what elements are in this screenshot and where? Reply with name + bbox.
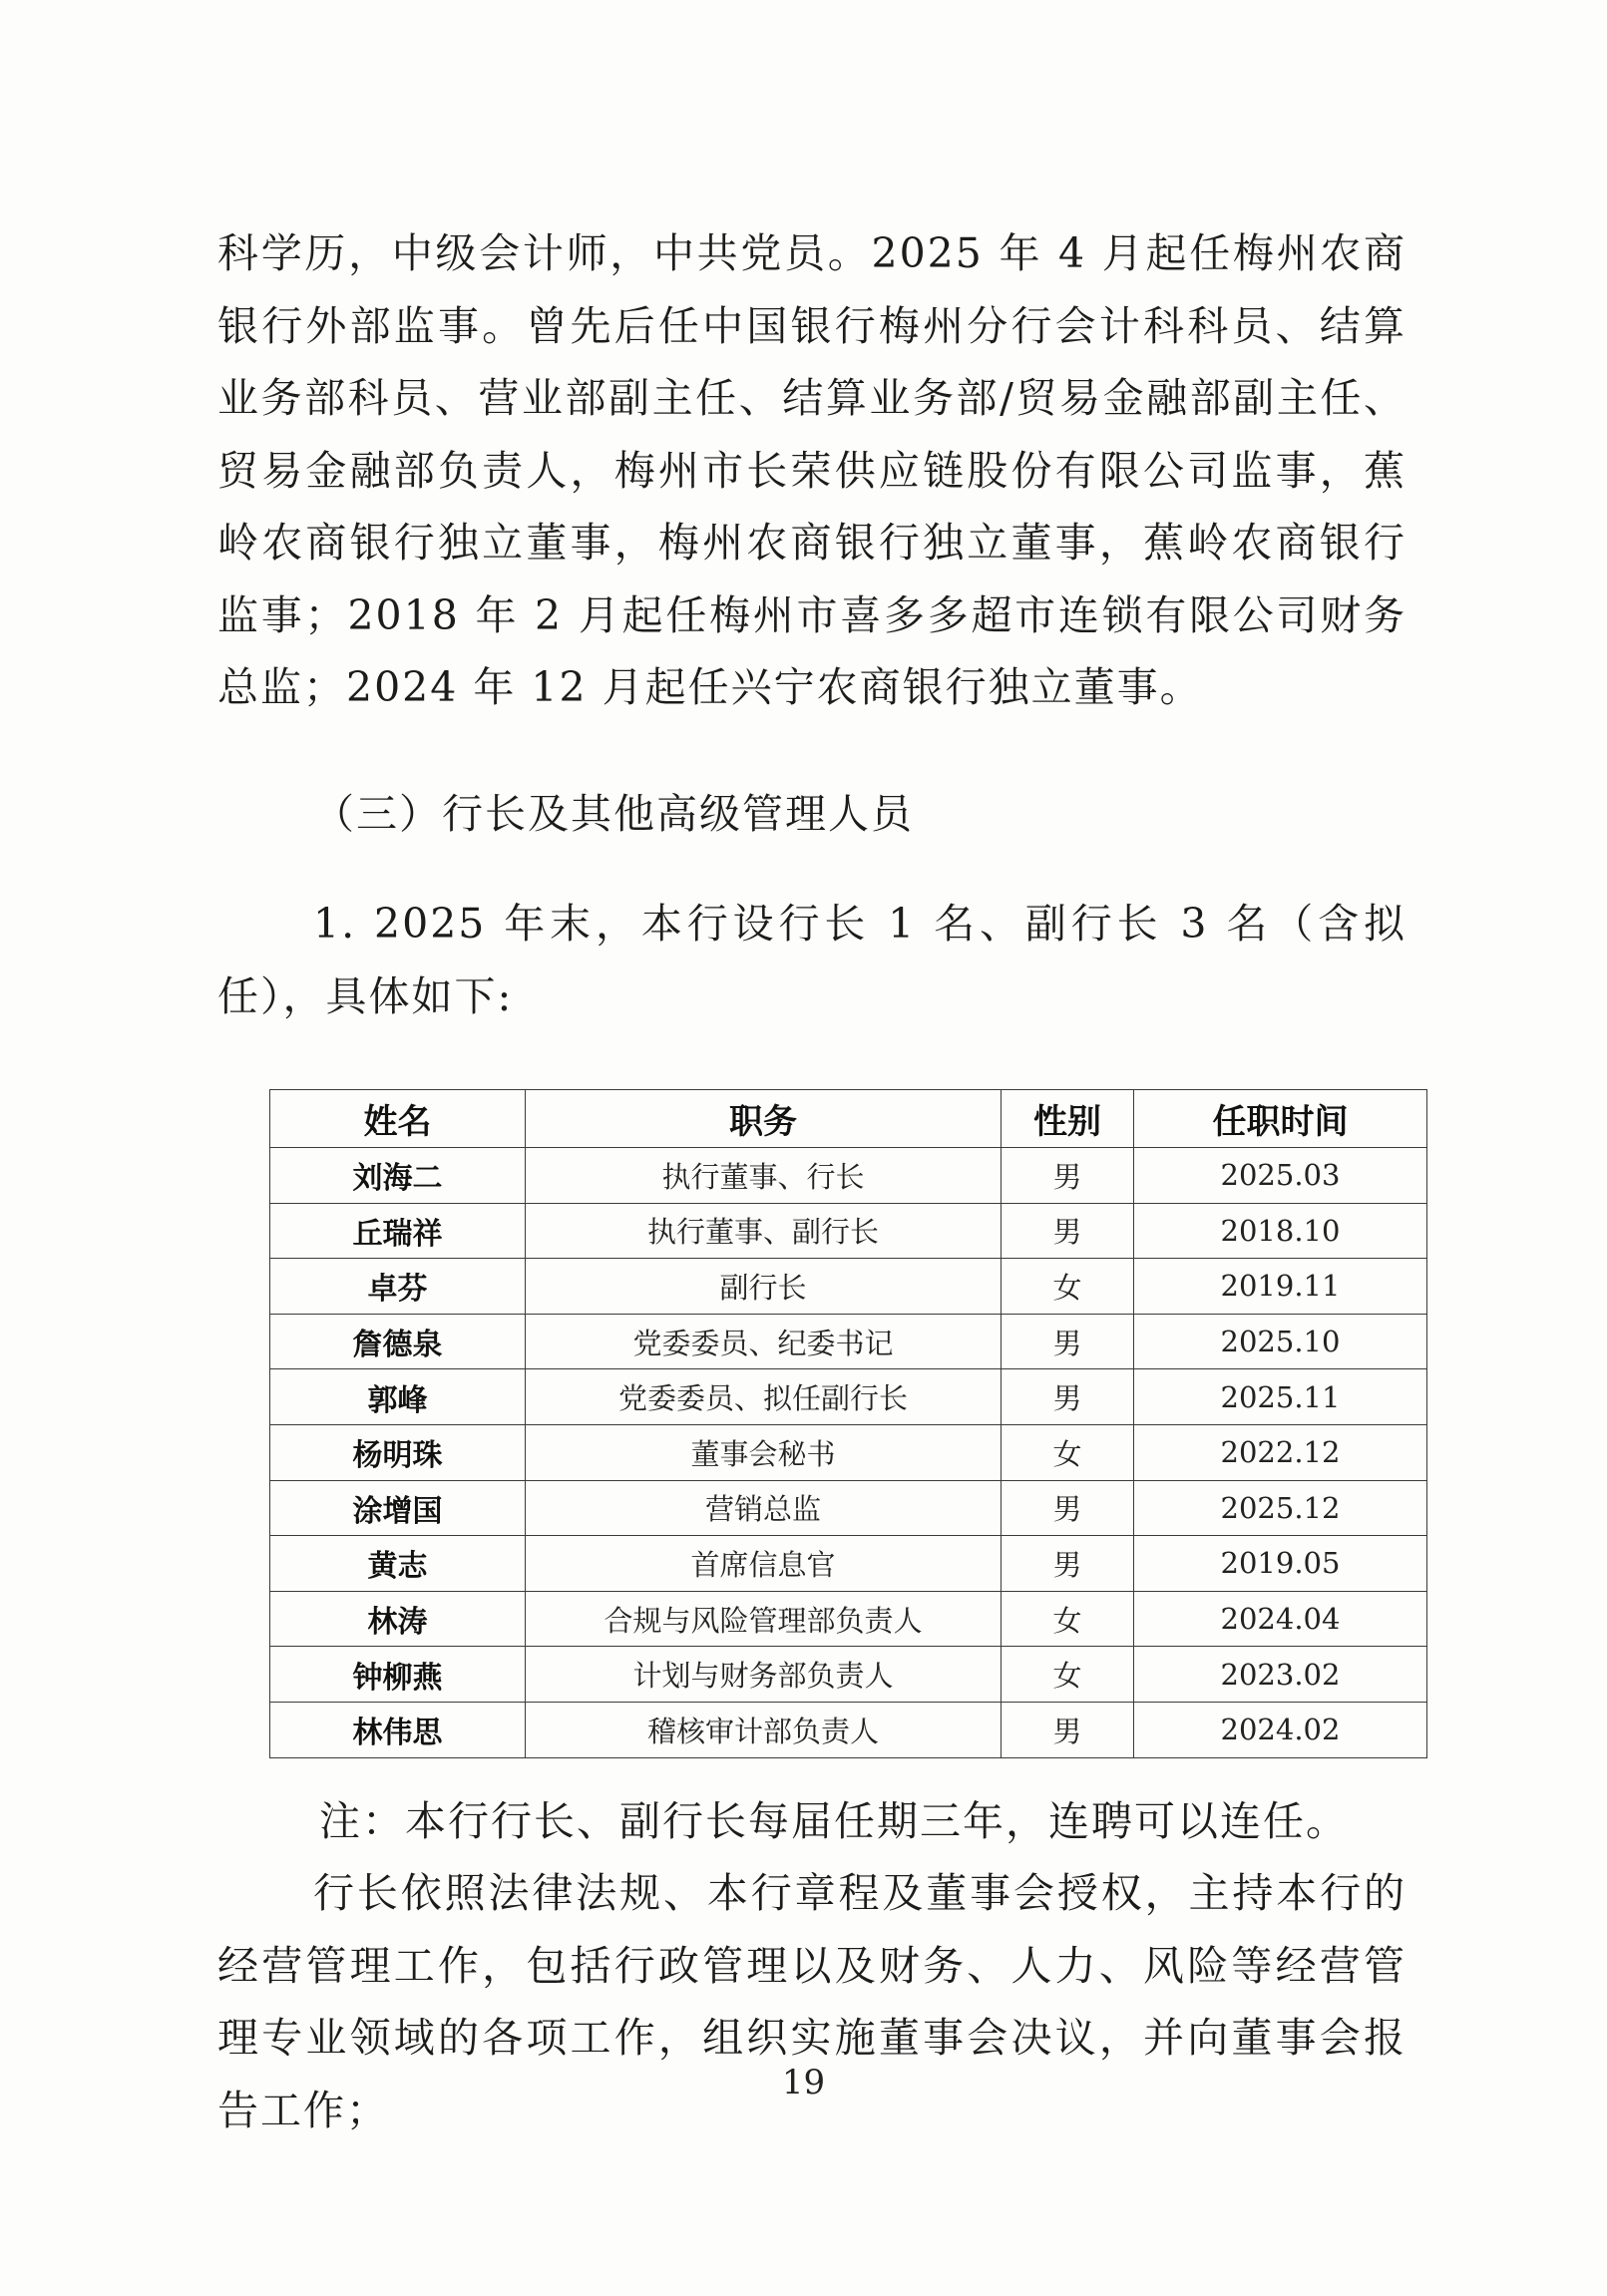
cell-date: 2025.03 [1134, 1148, 1427, 1204]
table-row [270, 1480, 1427, 1536]
cell-position: 执行董事、行长 [526, 1148, 1002, 1204]
cell-position: 首席信息官 [526, 1536, 1002, 1592]
intro-paragraph: 1. 2025 年末，本行设行长 1 名、副行长 3 名（含拟任），具体如下: [217, 900, 1406, 1020]
page-number: 19 [781, 2063, 826, 2103]
cell-date: 2025.11 [1134, 1369, 1427, 1425]
cell-date: 2023.02 [1134, 1647, 1427, 1703]
management-table [269, 1089, 1427, 1758]
cell-date: 2022.12 [1134, 1424, 1427, 1480]
cell-name: 詹德泉 [270, 1314, 526, 1369]
president-duties-paragraph: 行长依照法律法规、本行章程及董事会授权，主持本行的经营管理工作，包括行政管理以及财务、人力、风险等经营管理专业领域的各项工作，组织实施董事会决议，并向董事会报告工作； [217, 1869, 1406, 2134]
cell-gender: 男 [1002, 1203, 1134, 1259]
cell-gender: 女 [1002, 1424, 1134, 1480]
table-row [270, 1591, 1427, 1647]
cell-date: 2019.11 [1134, 1259, 1427, 1315]
table-header-row [270, 1090, 1427, 1148]
table-row [270, 1647, 1427, 1703]
cell-date: 2024.04 [1134, 1591, 1427, 1647]
cell-position: 营销总监 [526, 1480, 1002, 1536]
cell-name: 涂增国 [270, 1480, 526, 1536]
cell-gender: 女 [1002, 1259, 1134, 1315]
cell-date: 2019.05 [1134, 1536, 1427, 1592]
cell-gender: 男 [1002, 1536, 1134, 1592]
cell-gender: 男 [1002, 1314, 1134, 1369]
cell-gender: 男 [1002, 1702, 1134, 1757]
cell-name: 林伟思 [270, 1702, 526, 1757]
cell-position: 董事会秘书 [526, 1424, 1002, 1480]
cell-position: 计划与财务部负责人 [526, 1647, 1002, 1703]
table-row [270, 1424, 1427, 1480]
cell-name: 郭峰 [270, 1369, 526, 1425]
table-note: 注：本行行长、副行长每届任期三年，连聘可以连任。 [319, 1797, 1349, 1845]
cell-gender: 男 [1002, 1480, 1134, 1536]
table-row [270, 1203, 1427, 1259]
cell-gender: 女 [1002, 1591, 1134, 1647]
biography-paragraph: 科学历，中级会计师，中共党员。2025 年 4 月起任梅州农商银行外部监事。曾先后任中国银行梅州分行会计科科员、结算业务部科员、营业部副主任、结算业务部/贸易金融部副主任、贸易金融部负责人，梅州市长荣供应链股份有限公司监事，蕉岭农商银行独立董事，梅州农商银行独立董事，蕉岭农商银行监事；2018 年 2 月起任梅州市喜多多超市连锁有限公司财务总监；2024 年 12 月起任兴宁农商银行独立董事。 [217, 229, 1406, 711]
header-position: 职务 [526, 1090, 1002, 1148]
cell-gender: 男 [1002, 1369, 1134, 1425]
cell-name: 林涛 [270, 1591, 526, 1647]
table-row [270, 1148, 1427, 1204]
cell-name: 杨明珠 [270, 1424, 526, 1480]
cell-name: 刘海二 [270, 1148, 526, 1204]
table-row [270, 1369, 1427, 1425]
cell-date: 2018.10 [1134, 1203, 1427, 1259]
cell-gender: 男 [1002, 1148, 1134, 1204]
cell-name: 丘瑞祥 [270, 1203, 526, 1259]
table-row [270, 1536, 1427, 1592]
header-name: 姓名 [270, 1090, 526, 1148]
cell-position: 党委委员、拟任副行长 [526, 1369, 1002, 1425]
cell-date: 2024.02 [1134, 1702, 1427, 1757]
section-heading: （三）行长及其他高级管理人员 [313, 790, 914, 838]
cell-position: 合规与风险管理部负责人 [526, 1591, 1002, 1647]
header-appointment-date: 任职时间 [1134, 1090, 1427, 1148]
cell-position: 执行董事、副行长 [526, 1203, 1002, 1259]
table-row [270, 1259, 1427, 1315]
cell-date: 2025.12 [1134, 1480, 1427, 1536]
header-gender: 性别 [1002, 1090, 1134, 1148]
cell-name: 黄志 [270, 1536, 526, 1592]
cell-position: 副行长 [526, 1259, 1002, 1315]
cell-name: 卓芬 [270, 1259, 526, 1315]
cell-position: 党委委员、纪委书记 [526, 1314, 1002, 1369]
cell-name: 钟柳燕 [270, 1647, 526, 1703]
table-row [270, 1314, 1427, 1369]
table-row [270, 1702, 1427, 1757]
cell-position: 稽核审计部负责人 [526, 1702, 1002, 1757]
cell-gender: 女 [1002, 1647, 1134, 1703]
cell-date: 2025.10 [1134, 1314, 1427, 1369]
